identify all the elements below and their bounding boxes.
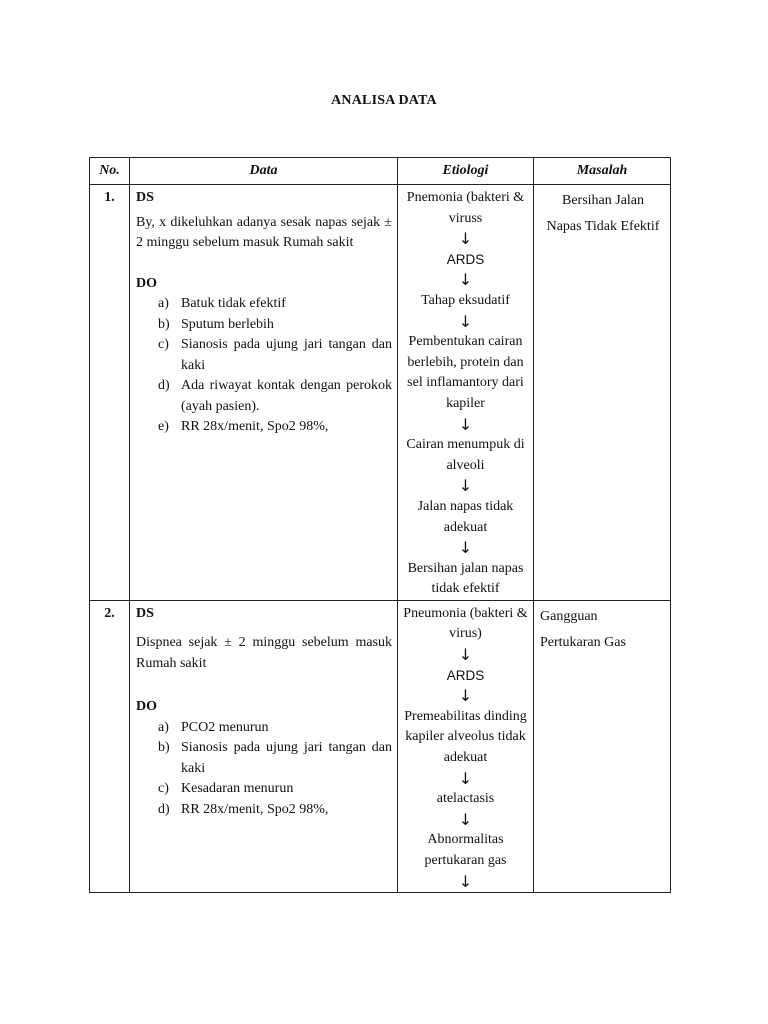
etiologi-step: atelactasis bbox=[436, 791, 495, 807]
list-item-label: a) bbox=[158, 296, 169, 311]
list-item-label: b) bbox=[158, 740, 170, 756]
list-item-text: PCO2 menurun bbox=[181, 719, 269, 735]
header-etiologi: Etiologi bbox=[398, 158, 534, 185]
list-item-label: c) bbox=[158, 337, 169, 352]
list-item-label: e) bbox=[158, 419, 169, 434]
list-item-text: Sianosis pada ujung jari tangan dan kaki bbox=[181, 740, 392, 776]
masalah-cell bbox=[534, 600, 671, 892]
etiologi-step: Jalan napas tidak adekuat bbox=[417, 498, 514, 535]
masalah-cell bbox=[534, 185, 671, 601]
down-arrow-icon: ↓ bbox=[458, 686, 473, 706]
list-item-text: Ada riwayat kontak dengan perokok (ayah pasien). bbox=[181, 378, 392, 414]
down-arrow-icon: ↓ bbox=[458, 645, 473, 665]
down-arrow-icon: ↓ bbox=[458, 414, 473, 434]
table-header-row bbox=[90, 158, 671, 185]
down-arrow-icon: ↓ bbox=[458, 538, 473, 558]
etiologi-step: Bersihan jalan napas tidak efektif bbox=[407, 560, 524, 597]
ds-label: DS bbox=[136, 605, 154, 621]
list-item-label: a) bbox=[158, 719, 169, 735]
list-item-label: d) bbox=[158, 801, 170, 817]
masalah-line: Bersihan Jalan bbox=[561, 193, 645, 208]
etiologi-step: Tahap eksudatif bbox=[421, 292, 510, 308]
list-item bbox=[158, 779, 392, 800]
masalah-line: Napas Tidak Efektif bbox=[546, 219, 660, 234]
down-arrow-icon: ↓ bbox=[458, 311, 473, 331]
list-item-text: Sianosis pada ujung jari tangan dan kaki bbox=[181, 337, 392, 373]
row-number: 1. bbox=[90, 185, 130, 601]
list-item-text: Batuk tidak efektif bbox=[181, 296, 286, 311]
ds-text: Dispnea sejak ± 2 minggu sebelum masuk Rumah sakit bbox=[136, 635, 392, 671]
list-item bbox=[158, 335, 392, 376]
list-item bbox=[158, 738, 392, 779]
down-arrow-icon: ↓ bbox=[458, 809, 473, 829]
etiologi-step: ARDS bbox=[446, 667, 485, 683]
ds-label: DS bbox=[136, 190, 154, 205]
list-item-text: Sputum berlebih bbox=[181, 316, 274, 332]
do-label: DO bbox=[136, 275, 157, 291]
etiologi-step: Pembentukan cairan berlebih, protein dan sel inflamantory dari kapiler bbox=[407, 334, 524, 411]
list-item-label: d) bbox=[158, 378, 170, 393]
list-item-text: Kesadaran menurun bbox=[181, 781, 294, 797]
list-item-label: c) bbox=[158, 781, 169, 797]
header-data: Data bbox=[130, 158, 398, 185]
list-item bbox=[158, 315, 392, 336]
list-item-label: b) bbox=[158, 316, 170, 332]
etiologi-cell bbox=[398, 600, 534, 892]
etiologi-step: Premeabilitas dinding kapiler alveolus tidak adekuat bbox=[404, 708, 527, 766]
masalah-line: Gangguan bbox=[540, 608, 598, 624]
header-masalah: Masalah bbox=[534, 158, 671, 185]
down-arrow-icon: ↓ bbox=[458, 476, 473, 496]
table-row bbox=[90, 600, 671, 892]
etiologi-step: Pnemonia (bakteri & viruss bbox=[406, 190, 525, 226]
data-cell bbox=[130, 185, 398, 601]
masalah-line: Pertukaran Gas bbox=[540, 634, 626, 650]
down-arrow-icon: ↓ bbox=[458, 270, 473, 290]
table-row bbox=[90, 185, 671, 601]
row-number: 2. bbox=[90, 600, 130, 892]
list-item-text: RR 28x/menit, Spo2 98%, bbox=[181, 419, 329, 434]
data-cell bbox=[130, 600, 398, 892]
do-label: DO bbox=[136, 699, 157, 715]
etiologi-step: ARDS bbox=[446, 251, 485, 267]
down-arrow-icon: ↓ bbox=[458, 768, 473, 788]
list-item bbox=[158, 376, 392, 417]
down-arrow-icon: ↓ bbox=[458, 871, 473, 891]
list-item bbox=[158, 800, 392, 821]
etiologi-cell bbox=[398, 185, 534, 601]
list-item bbox=[158, 718, 392, 739]
list-item-text: RR 28x/menit, Spo2 98%, bbox=[181, 801, 329, 817]
header-no: No. bbox=[90, 158, 130, 185]
ds-text: By, x dikeluhkan adanya sesak napas sejak ± 2 minggu sebelum masuk Rumah sakit bbox=[136, 214, 392, 250]
etiologi-step: Abnormalitas pertukaran gas bbox=[424, 832, 507, 868]
list-item bbox=[158, 417, 392, 438]
analysis-table bbox=[89, 157, 671, 893]
etiologi-step: Cairan menumpuk di alveoli bbox=[406, 437, 525, 473]
down-arrow-icon: ↓ bbox=[458, 229, 473, 249]
etiologi-step: Pneumonia (bakteri & virus) bbox=[403, 605, 528, 642]
do-list bbox=[136, 718, 392, 821]
document-title: ANALISA DATA bbox=[331, 93, 437, 108]
list-item bbox=[158, 294, 392, 315]
do-list bbox=[136, 294, 392, 438]
